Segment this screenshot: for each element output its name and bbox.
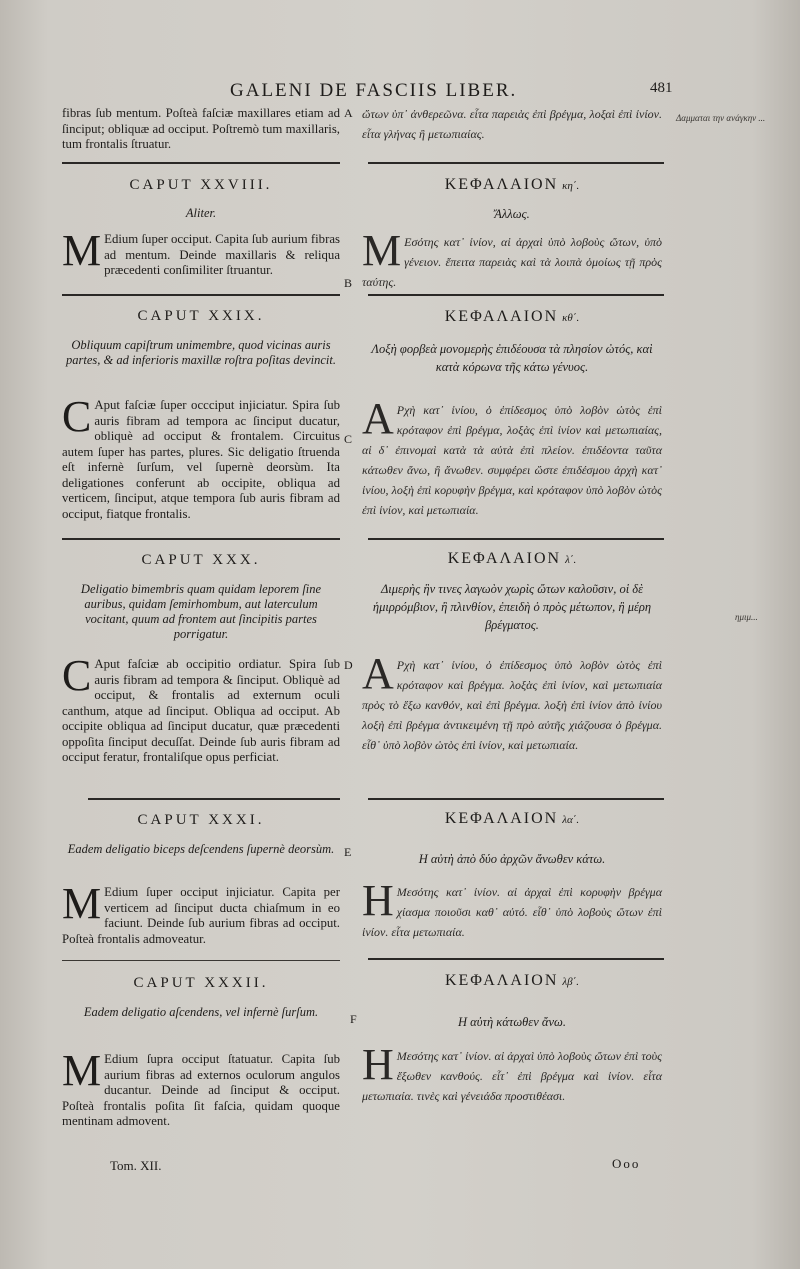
kefalaion-heading <box>362 308 662 326</box>
running-header: GALENI DE FASCIIS LIBER. <box>230 80 518 101</box>
latin-text: Edium ſuper occiput injiciatur. Capita per verticem ad ſinciput ducta chiaſmum in eo faciunt. Deinde ſub aurium fibras ad occiput. Poſteà frontalis admoveatur. <box>62 885 340 946</box>
latin-paragraph <box>62 226 340 279</box>
kefalaion-heading <box>362 972 662 990</box>
margin-note-top: Δαμμαται την ανάγκην ... <box>676 113 766 123</box>
caput-heading: CAPUT XXX. <box>141 552 261 568</box>
kefalaion-subtitle: Η αὐτὴ ἀπὸ δύο ἀρχῶν ἄνωθεν κάτω. <box>418 852 606 866</box>
greek-text: Μεσότης κατ᾽ ἰνίον. αἱ ἀρχαὶ ἐπὶ κορυφὴν βρέγμα χίασμα ποιοῦσι καθ᾽ αὐτό. εἶθ᾽ ὑπὸ λοβοὺς ὤτων ἐπὶ ἰνίον. εἶτα μετωπιαία. <box>362 885 662 939</box>
caput-subtitle: Eadem deligatio biceps deſcendens ſupernè deorsùm. <box>67 842 335 856</box>
greek-paragraph <box>362 1040 662 1106</box>
volume-signature: Tom. XII. <box>110 1158 162 1173</box>
margin-letter-b: B <box>344 276 353 290</box>
kefalaion-number: λβ΄. <box>562 976 580 988</box>
latin-text: Aput faſciæ ab occipitio ordiatur. Spira ſub auris fibram ad tempora & ſinciput. Obliquè ad occiput, & frontalis ad externum oculi canthum, atque ad ſinciput. Obliqua ad occiput. Ab occipite obliqua ad ſinciput ducatur, quæ præcedenti oppoſita ſinciput decuſſat. Deinde ſub auris fibram ad occiput feratur, frontaliſque opus perficiat. <box>62 657 340 764</box>
latin-drop-cap: C <box>62 651 92 700</box>
kefalaion-subtitle: Ἄλλως. <box>494 207 530 221</box>
kefalaion-subtitle: Η αὐτὴ κάτωθεν ἄνω. <box>458 1015 566 1029</box>
page-number: 481 <box>650 80 673 96</box>
caput-heading: CAPUT XXVIII. <box>129 177 273 193</box>
margin-letter-a: A <box>344 106 353 120</box>
section-rule <box>368 798 664 800</box>
gathering-signature: Ooo <box>612 1156 641 1171</box>
greek-drop-cap: Μ <box>362 226 402 275</box>
section-rule <box>62 162 340 164</box>
greek-paragraph <box>362 226 662 292</box>
margin-letter-d: D <box>344 658 353 672</box>
caput-subtitle: Obliquum capiſtrum unimembre, quod vicinas auris partes, & ad inferioris maxillæ roſtra poſitas devincit. <box>65 338 337 367</box>
latin-drop-cap: M <box>62 879 102 928</box>
latin-paragraph <box>62 392 340 522</box>
latin-continuation: fibras ſub mentum. Poſteà faſciæ maxillares etiam ad ſinciput; obliquæ ad occiput. Poſtremò tum maxillaris, tum frontalis ſtruatur. <box>62 106 340 151</box>
caput-heading: CAPUT XXIX. <box>137 308 265 324</box>
greek-drop-cap: Η <box>362 1040 394 1089</box>
kefalaion-number: κθ΄. <box>562 312 580 324</box>
caput-subtitle: Eadem deligatio aſcendens, vel infernè ſurſum. <box>83 1005 319 1019</box>
latin-paragraph <box>62 1046 340 1130</box>
kefalaion-heading <box>362 176 662 194</box>
greek-paragraph <box>362 649 662 755</box>
greek-text: Ρχὴ κατ᾽ ἰνίου, ὁ ἐπίδεσμος ὑπὸ λοβὸν ὠτὸς ἐπὶ κρόταφον καὶ βρέγμα. λοξὰς ἐπὶ ἰνίον, καὶ μετωπιαία πρὸς τὸ ἔξω κανθόν, καὶ ἐπὶ βρέγμα. λοξὴ ἐπὶ ἰνίον ἀπὸ ἰνίου λοξὴ ἐπὶ βρέγμα ἀντικειμένη τῇ πρὸ αὐτῆς χιάζουσα ὁ βρέγμα. εἶθ᾽ ὑπὸ λοβὸν ὠτὸς ἐπὶ ἰνίον, καὶ μετωπιαία. <box>362 658 662 752</box>
section-rule <box>62 538 340 540</box>
kefalaion-heading <box>362 550 662 568</box>
kefalaion-title: ΚΕΦΑΛΑΙΟΝ <box>444 972 559 989</box>
kefalaion-heading <box>362 810 662 828</box>
margin-note-mid: ημιμ... <box>735 612 758 622</box>
margin-letter-f: F <box>350 1012 357 1026</box>
caput-heading: CAPUT XXXII. <box>133 975 269 991</box>
kefalaion-number: λα΄. <box>562 814 580 826</box>
caput-heading: CAPUT XXXI. <box>137 812 265 828</box>
latin-text: Aput faſciæ ſuper occciput injiciatur. Spira ſub auris fibram ad tempora ac ſinciput ducatur, obliquè ad occiput & frontalem. Circuitus autem ſuper has partes, plures. Sic deligatio ſtruenda eſt infernè ſurſum, vel ſupernè deorsùm. Ita deligationes conferunt ab occipite, obliqua ad verticem, ſinciput, atque tempora ſub auris fibram ad occiput, fiatque frontalis. <box>62 398 340 521</box>
greek-text: Εσότης κατ᾽ ἰνίον, αἱ ἀρχαὶ ὑπὸ λοβοὺς ὤτων, ὑπὸ γένειον. ἔπειτα παρειὰς καὶ τὰ λοιπὰ ὁμοίως τῇ πρὸς ταύτης. <box>362 235 662 289</box>
latin-paragraph <box>62 879 340 947</box>
latin-text: Edium ſuper occiput. Capita ſub aurium fibras ad mentum. Deinde maxillaris & reliqua præcedenti conſimiliter ſtruantur. <box>104 232 340 277</box>
section-rule <box>62 960 340 961</box>
greek-text: Μεσότης κατ᾽ ἰνίον. αἱ ἀρχαὶ ὑπὸ λοβοὺς ὤτων ἐπὶ τοὺς ἔξωθεν κανθούς. εἶτ᾽ ἐπὶ βρέγμα καὶ ἰνίον. εἶτα μετωπιαία. τινὲς καὶ γένειάδα προστιθέασι. <box>362 1049 662 1103</box>
greek-paragraph <box>362 394 662 520</box>
latin-paragraph <box>62 651 340 766</box>
section-rule <box>62 294 340 296</box>
section-rule <box>88 798 340 800</box>
kefalaion-title: ΚΕΦΑΛΑΙΟΝ <box>444 176 559 193</box>
margin-letter-c: C <box>344 432 353 446</box>
caput-subtitle: Aliter. <box>185 206 217 220</box>
greek-drop-cap: Η <box>362 876 394 925</box>
kefalaion-subtitle: Λοξὴ φορβεὰ μονομερὴς ἐπιδέουσα τὰ πλησίον ὠτός, καὶ κατὰ κόρωνα τῆς κάτω γένυος. <box>371 342 653 374</box>
section-rule <box>368 958 664 960</box>
greek-drop-cap: Α <box>362 649 394 698</box>
kefalaion-title: ΚΕΦΑΛΑΙΟΝ <box>447 550 562 567</box>
greek-paragraph <box>362 876 662 942</box>
latin-drop-cap: M <box>62 226 102 275</box>
kefalaion-title: ΚΕΦΑΛΑΙΟΝ <box>444 308 559 325</box>
greek-continuation: ὤτων ὑπ᾽ ἀνθερεῶνα. εἶτα παρειὰς ἐπὶ βρέγμα, λοξαὶ ἐπὶ ἰνίον. εἶτα γλήνας ἢ μετωπιαίας. <box>362 107 662 141</box>
kefalaion-subtitle: Διμερὴς ἣν τινες λαγωὸν χωρὶς ὤτων καλοῦσιν, οἱ δὲ ἡμιρρόμβιον, ἢ πλινθίον, ἐπειδὴ ὁ πρὸς μέτωπον, ἢ μέρη βρέγματος. <box>372 582 652 632</box>
margin-letter-e: E <box>344 845 352 859</box>
caput-subtitle: Deligatio bimembris quam quidam leporem ſine auribus, quidam ſemirhombum, aut laterculum vocitant, quum ad frontem aut ſincipitis partes porrigatur. <box>80 582 322 641</box>
kefalaion-title: ΚΕΦΑΛΑΙΟΝ <box>444 810 559 827</box>
kefalaion-number: κη΄. <box>562 180 580 192</box>
section-rule <box>368 294 664 296</box>
latin-drop-cap: C <box>62 392 92 441</box>
latin-drop-cap: M <box>62 1046 102 1095</box>
latin-text: Edium ſupra occiput ſtatuatur. Capita ſub aurium fibras ad externos oculorum angulos ducantur. Deinde ad ſinciput & occiput. Poſteà frontalis poſita ſit faſcia, quidam quoque mentinam admovent. <box>62 1052 340 1128</box>
kefalaion-number: λ΄. <box>565 554 577 566</box>
section-rule <box>368 538 664 540</box>
section-rule <box>368 162 664 164</box>
greek-drop-cap: Α <box>362 394 394 443</box>
greek-text: Ρχὴ κατ᾽ ἰνίου, ὁ ἐπίδεσμος ὑπὸ λοβὸν ὠτὸς ἐπὶ κρόταφον ἐπὶ βρέγμα, λοξὰς ἐπὶ ἰνίον καὶ μετωπιαίας, αἱ δ᾽ ἐπινομαὶ κατὰ τὰ αὐτὰ ἐπὶ πλείον. ἐπιδέοντα ταῦτα κάτωθεν ἄνω, ἢ ἄνωθεν. συμφέρει ὥστε ἐπιδέσμου ἀρχὴ κατ᾽ ἰνίου, λοξὴ ἐπὶ κορυφὴν βρέγμα, καὶ κρόταφον ὑπὸ λοβὸν ὠτὸς ἐπὶ ἰνίον, καὶ μετωπιαία. <box>362 403 662 517</box>
